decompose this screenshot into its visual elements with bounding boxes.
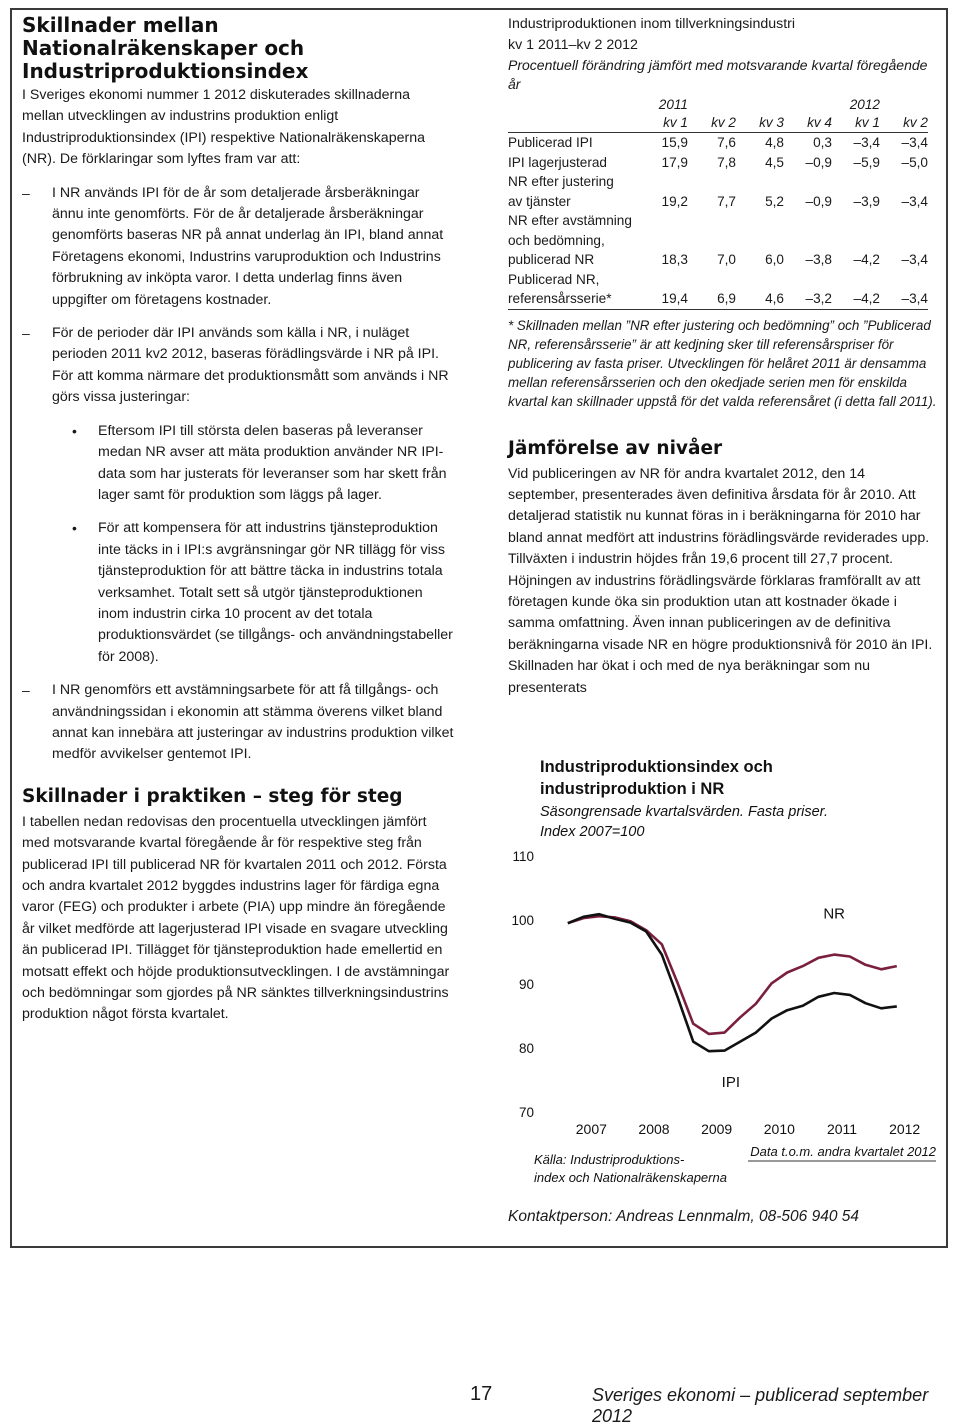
table-row-label: Publicerad NR, [508,271,600,287]
table-year-2012: 2012 [849,97,880,112]
section-title-differences: Skillnader mellan Nationalräkenskaper och Industriproduktionsindex [22,13,309,83]
table-cell: 17,9 [661,154,688,170]
table-title-line1: Industriproduktionen inom tillverkningsindustri [508,16,796,32]
right-column [508,14,938,1185]
section-title-levels: Jämförelse av nivåer [508,437,723,459]
table-title-line2: kv 1 2011–kv 2 2012 [508,37,638,53]
table-row [508,153,928,173]
table-cell: –3,9 [853,193,880,209]
table-cell: –3,4 [901,252,928,267]
table-row [508,250,928,270]
dash-item-1-text: I NR används IPI för de år som detaljerade årsberäkningar ännu inte genomförts. För de år detaljerade årsberäkningar genomförts baseras NR på annat underlag än IPI, bland annat Företagens ekonomi, Industrins varuproduktion och Industrins förbrukning av inköpta varor. I detta underlag finns även uppgifter om företagens kostnader. [52,184,444,308]
table-row-label-prefix [508,172,928,192]
table-row [508,289,928,309]
table-cell: –4,2 [832,289,880,309]
table-row-label: referensårsserie* [508,289,640,309]
table-row-label: Publicerad IPI [508,135,593,150]
production-chart [508,736,938,1186]
y-tick-label: 90 [518,977,534,992]
table-cell: 7,8 [717,154,736,170]
table-row-label: IPI lagerjusterad [508,154,607,170]
table-cell: 4,6 [736,289,784,309]
table-row-label-prefix [508,270,928,290]
table-cell: 18,3 [661,252,688,267]
table-row-label: publicerad NR [508,252,595,267]
bullet-icon: • [72,520,77,537]
left-column [22,14,454,1026]
bullet-item-2-text: För att kompensera för att industrins tjänsteproduktion inte täcks in i IPI:s avgränsningar gör NR tillägg för viss tjänsteproduktion för att bättre täcka in industrins totala verksamhet. Totalt sett så utgör tjänsteproduktionen inom industrin cirka 10 procent av det totala produktionsvärdet (se tillgångs- och användningstabeller för 2008). [98,520,453,665]
table-cell: –0,9 [805,193,832,209]
table-cell: 4,5 [765,154,784,170]
section-title-practice: Skillnader i praktiken – steg för steg [22,785,403,807]
bullet-item-1 [22,421,454,507]
table-row-label: NR efter justering [508,174,614,189]
table-cell: 7,0 [717,252,736,267]
series-label-nr: NR [823,905,846,923]
table-year-row [508,96,928,114]
table-row-label: av tjänster [508,193,571,209]
table-cell: 6,9 [688,289,736,309]
x-tick-label: 2007 [575,1121,607,1137]
y-tick-label: 100 [511,913,534,928]
table-row-label: och bedömning, [508,232,605,248]
bullet-item-1-text: Eftersom IPI till största delen baseras på leveranser medan NR avser att mäta produktion använder NR IPI-data som har justerats för leveranser som har skett från lager samt för produktion som läggs på lager. [98,422,447,503]
table-body [508,133,928,310]
dash-icon: – [22,682,30,699]
chart-x-axis [576,1121,921,1137]
x-tick-label: 2011 [826,1121,858,1137]
table-quarter-header: kv 1 [640,114,688,133]
table-cell: –3,8 [805,252,832,267]
series-line-nr [568,916,897,1034]
y-tick-label: 70 [518,1105,534,1120]
series-line-ipi [568,914,897,1051]
table-cell: –3,4 [901,135,928,150]
levels-paragraph: Vid publiceringen av NR för andra kvartalet 2012, den 14 september, presenterades även definitiva årsdata för år 2010. Att detaljerad statistik nu kunnat föras in i beräkningarna för 2010 har bland annat medfört att industrins förädlingsvärde reviderades upp. Tillväxten i industrin höjdes från 19,6 procent till 27,7 procent. Höjningen av industrins förädlingsvärde förklaras framförallt av att företagen kunde öka sin produktion utan att kostnader ökade i samma omfattning. Även innan publiceringen av de definitiva beräkningarna visade NR en högre produktionsnivå för 2010 än IPI. Skillnaden har ökat i och med de nya beräkningar som nu presenterats [508,465,933,696]
x-tick-label: 2010 [763,1121,795,1137]
table-cell: –0,9 [805,154,832,170]
chart-series-labels [722,906,846,1092]
table-quarter-header: kv 2 [688,114,736,133]
table-cell: –3,4 [853,135,880,150]
table-footnote: * Skillnaden mellan ”NR efter justering och bedömning” och ”Publicerad NR, referensårsserie” är att kedjning sker till referensårspriser för publicering av fasta priser. Utvecklingen för helåret 2011 är densamma mellan referensårsserien och den okedjade serien men för enskilda kvartal kan skillnader uppstå för det valda referensåret (i detta fall 2011). [508,317,937,410]
table-cell: 7,7 [717,193,736,209]
table-subtitle: Procentuell förändring jämfört med motsvarande kvartal föregående år [508,57,928,92]
table-cell: 5,2 [765,193,784,209]
chart-source-line1: Källa: Industriproduktions- [534,1152,685,1167]
table-row [508,133,928,153]
page-number: 17 [470,1383,493,1405]
chart-y-axis [511,849,534,1120]
practice-paragraph: I tabellen nedan redovisas den procentuella utvecklingen jämfört med motsvarande kvartal föregående år för respektive steg från publicerad IPI till publicerad NR för kvartalen 2011 och 2012. Första och andra kvartalet 2012 byggdes industrins lager för färdiga egna varor (FEG) och produkter i arbete (PIA) upp mindre än föregående år vilket medförde att lagerjusterad IPI visade en svagare utveckling än publicerad IPI. Tillägget för tjänsteproduktion hade emellertid en motsatt effekt och höjde produktionsutvecklingen. I de avstämningar och bedömningar som gjordes på NR sänktes tillverkningsindustrins produktion något första kvartalet. [22,813,450,1023]
table-cell: –3,2 [784,289,832,309]
table-quarter-header: kv 3 [736,114,784,133]
chart-source-line2: index och Nationalräkenskaperna [534,1170,727,1185]
table-quarter-header: kv 1 [832,114,880,133]
chart-subtitle-line1: Säsongrensade kvartalsvärden. Fasta priser. [540,804,828,820]
table-cell: 19,4 [640,289,688,309]
x-tick-label: 2012 [889,1121,921,1137]
chart-subtitle-line2: Index 2007=100 [540,824,645,840]
table-row-label-prefix [508,231,928,251]
dash-item-2-text: För de perioder där IPI används som källa i NR, i nuläget perioden 2011 kv2 2012, baseras förädlingsvärde i NR på IPI. För att komma närmare det produktionsmått som används i NR görs vissa justeringar: [52,325,449,406]
table-cell: –5,9 [853,154,880,170]
table-cell: –3,4 [901,193,928,209]
dash-item-3-text: I NR genomförs ett avstämningsarbete för att få tillgångs- och användningssidan i ekonomin att stämma överens vilket bland annat kan innebära att justeringar av industrins produktion vilket medför avvikelser gentemot IPI. [52,682,454,763]
table-quarter-header: kv 2 [880,114,928,133]
chart-title-line1: Industriproduktionsindex och [540,758,773,776]
contact-person: Kontaktperson: Andreas Lennmalm, 08-506 940 54 [508,1208,859,1225]
table-cell: 15,9 [661,135,688,150]
table-cell: –3,4 [880,289,928,309]
table-cell: 19,2 [661,193,688,209]
publication-name: Sveriges ekonomi – publicerad september 2012 [592,1385,929,1426]
dash-item-1 [22,183,454,311]
intro-paragraph: I Sveriges ekonomi nummer 1 2012 diskuterades skillnaderna mellan utvecklingen av industrins produktion enligt Industriproduktionsindex (IPI) respektive Nationalräkenskaperna (NR). De förklaringar som lyftes fram var att: [22,87,425,168]
y-tick-label: 110 [512,849,534,864]
table-cell: 0,3 [813,135,832,150]
chart-series-lines [568,914,897,1051]
dash-item-3 [22,680,454,766]
x-tick-label: 2009 [701,1121,733,1137]
table-year-2011: 2011 [658,97,688,112]
table-row-label: NR efter avstämning [508,213,632,228]
chart-data-note: Data t.o.m. andra kvartalet 2012 [750,1144,936,1159]
dash-icon: – [22,325,30,342]
production-table [508,96,928,310]
chart-container [508,736,938,1186]
table-row [508,192,928,212]
table-cell: 7,6 [717,135,736,150]
bullet-icon: • [72,422,77,439]
x-tick-label: 2008 [638,1121,670,1137]
table-cell: 4,8 [765,135,784,150]
series-label-ipi: IPI [721,1074,741,1092]
table-quarter-header: kv 4 [784,114,832,133]
table-row-label-prefix [508,211,928,231]
table-quarter-row [508,114,928,133]
dash-item-2 [22,323,454,409]
chart-title-line2: industriproduktion i NR [540,780,725,798]
table-cell: –4,2 [853,252,880,267]
y-tick-label: 80 [518,1041,534,1056]
bullet-item-2 [22,518,454,668]
table-cell: 6,0 [765,252,784,267]
table-cell: –5,0 [901,154,928,170]
dash-icon: – [22,184,30,201]
